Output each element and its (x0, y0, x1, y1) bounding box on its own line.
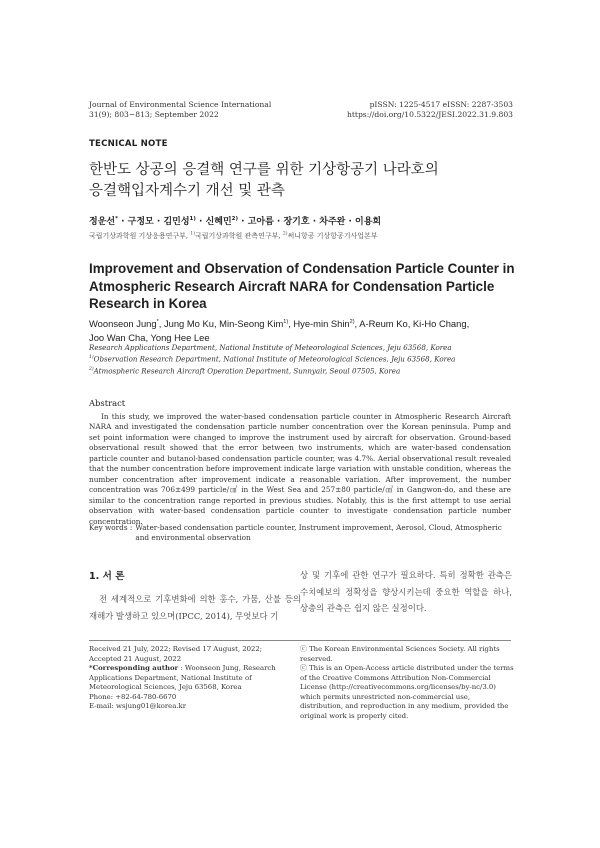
english-authors-line1 (89, 316, 519, 331)
english-authors (89, 316, 519, 344)
abstract-body: In this study, we improved the water-based condensation particle counter in Atmospheric Research Aircraft NARA and investigated the condensation particle number concentration over the Korean peninsula. Pump and set point information were changed to improve the instrument used by aircraft for observation. Ground-based observational result showed that the error between two instruments, which are water-based condensation particle counter and butanol-based condensation particle counter, was 4.7%. Aerial observational result revealed that the number concentration before improvement indicate large variation with unstable condition, whereas the number concentration after improvement indicate a reasonable variation. After improvement, the number concentration was 706±499 particle/㎤ in the West Sea and 257±80 particle/㎤ in Gangwon-do, and these are similar to the concentration range reported in previous studies. Notably, this is the first attempt to use aerial observation with water-based condensation particle counter to investigate condensation particle number concentration. (89, 412, 511, 526)
issn: pISSN: 1225-4517 eISSN: 2287-3503 (369, 100, 513, 109)
phone: Phone: +82-64-780-6670 (89, 692, 177, 701)
received-date: Received 21 July, 2022; Revised 17 August, 2022; (89, 645, 263, 653)
footnote-license (300, 645, 515, 721)
author-sep: · (117, 217, 128, 227)
english-title (89, 260, 519, 313)
author-name: 차주완 (319, 217, 346, 227)
english-authors-line2: Joo Wan Cha, Yong Hee Lee (89, 331, 210, 343)
author-name: 신혜민 (205, 217, 232, 227)
author-sep: · (273, 217, 284, 227)
keywords (89, 523, 511, 544)
affiliation: 국립기상과학원 기상응용연구부, (89, 232, 189, 240)
author-sup: 2) (231, 216, 239, 222)
author-name: 김민성 (163, 217, 190, 227)
license-text: ⓒ This is an Open-Access article distributed under the terms of the Creative Commons Attribution Non-Commercial License (http://creativecommons.org/licenses/by-nc/3.0) which permits unrestricted non-commercial use, distribution, and reproduction in any medium, provided the original work is properly cited. (300, 664, 514, 720)
journal-volume: 31(9); 803~813; September 2022 (89, 110, 219, 119)
abstract-title: Abstract (89, 398, 126, 408)
section-text-left: 전 세계적으로 기후변화에 의한 홍수, 가뭄, 산불 등의 재해가 발생하고 있으며(IPCC, 2014), 무엇보다 기 (89, 594, 301, 621)
footnote-divider (89, 640, 511, 641)
korean-title-line2: 응결핵입자계수기 개선 및 관측 (89, 183, 285, 199)
email[interactable]: E-mail: wsjung01@korea.kr (89, 702, 187, 710)
author-sup: 1) (283, 319, 289, 325)
author-names: , A-Reum Ko, Ki-Ho Chang, (354, 318, 470, 330)
keywords-text: Water-based condensation particle counter, Instrument improvement, Aerosol, Cloud, Atmospheric and environmental observation (135, 523, 502, 543)
affil-sup: 2) (89, 366, 94, 372)
author-sep: · (309, 217, 320, 227)
corresponding-text: : Woonseon Jung, Research Applications Department, National Institute of Meteorological Sciences, Jeju 63568, Korea (89, 664, 276, 691)
author-sep: · (238, 217, 248, 227)
author-sup: * (115, 216, 118, 222)
affiliation: 국립기상과학원 관측연구부, (194, 232, 281, 240)
author-name: 장기호 (283, 217, 310, 227)
accepted-date: Accepted 21 August, 2022 (89, 654, 182, 663)
doi-link[interactable]: https://doi.org/10.5322/JESI.2022.31.9.803 (346, 110, 513, 119)
korean-affiliations (89, 231, 378, 241)
author-name: 구정모 (127, 217, 154, 227)
affiliation (89, 353, 519, 365)
author-name: 정운선 (89, 217, 116, 227)
footnote-received (89, 645, 289, 712)
english-title-line2: Atmospheric Research Aircraft NARA for Condensation Particle (89, 278, 495, 294)
corresponding-label: *Corresponding author (89, 664, 179, 672)
journal-name: Journal of Environmental Science International (89, 100, 272, 109)
author-sup: 2) (349, 319, 355, 325)
author-sup: 1) (189, 216, 196, 222)
english-title-line3: Research in Korea (89, 296, 207, 311)
author-sep: · (195, 217, 206, 227)
note-type: TECNICAL NOTE (89, 139, 168, 149)
author-name: 이용희 (355, 217, 382, 227)
english-affiliations (89, 343, 519, 377)
issn-header (347, 100, 513, 120)
author-names: , Jung Mo Ku, Min-Seong Kim (158, 318, 284, 330)
journal-header (89, 100, 271, 120)
affiliation-text: Observation Research Department, National Institute of Meteorological Sciences, Jeju 63568, Korea (93, 354, 456, 364)
korean-title-line1: 한반도 상공의 응결핵 연구를 위한 기상항공기 나라호의 (89, 162, 439, 178)
author-name: Woonseon Jung (89, 318, 157, 330)
affiliation: 써니항공 기상항공기사업본부 (287, 232, 378, 240)
corresponding-author (89, 664, 289, 693)
copyright: ⓒ The Korean Environmental Sciences Society. All rights reserved. (300, 645, 500, 663)
author-sep: · (345, 217, 356, 227)
affiliation (89, 365, 519, 377)
author-names: , Hye-min Shin (288, 318, 350, 330)
section-text-right: 상 및 기후에 관한 연구가 필요하다. 특히 정확한 관측은 수치예보의 정확성을 향상시키는데 중요한 역할을 하나, 상층의 관측은 쉽지 않은 실정이다. (300, 570, 512, 613)
keywords-label: Key words : (89, 523, 133, 532)
korean-authors (89, 214, 381, 227)
affiliation-text: Atmospheric Research Aircraft Operation Department, Sunnyair, Seoul 07505, Korea (93, 366, 401, 376)
affil-sup: 2) (282, 231, 288, 237)
author-sup: * (156, 319, 159, 325)
affil-sup: 1) (190, 231, 195, 237)
section-title: 1. 서 론 (89, 571, 125, 582)
affil-sup: 1) (89, 355, 94, 361)
english-title-line1: Improvement and Observation of Condensation Particle Counter in (89, 261, 515, 276)
affiliation: Research Applications Department, National Institute of Meteorological Sciences, Jeju 63568, Korea (89, 343, 452, 352)
author-sep: · (153, 217, 164, 227)
korean-title (89, 160, 519, 202)
author-name: 고아름 (247, 217, 274, 227)
